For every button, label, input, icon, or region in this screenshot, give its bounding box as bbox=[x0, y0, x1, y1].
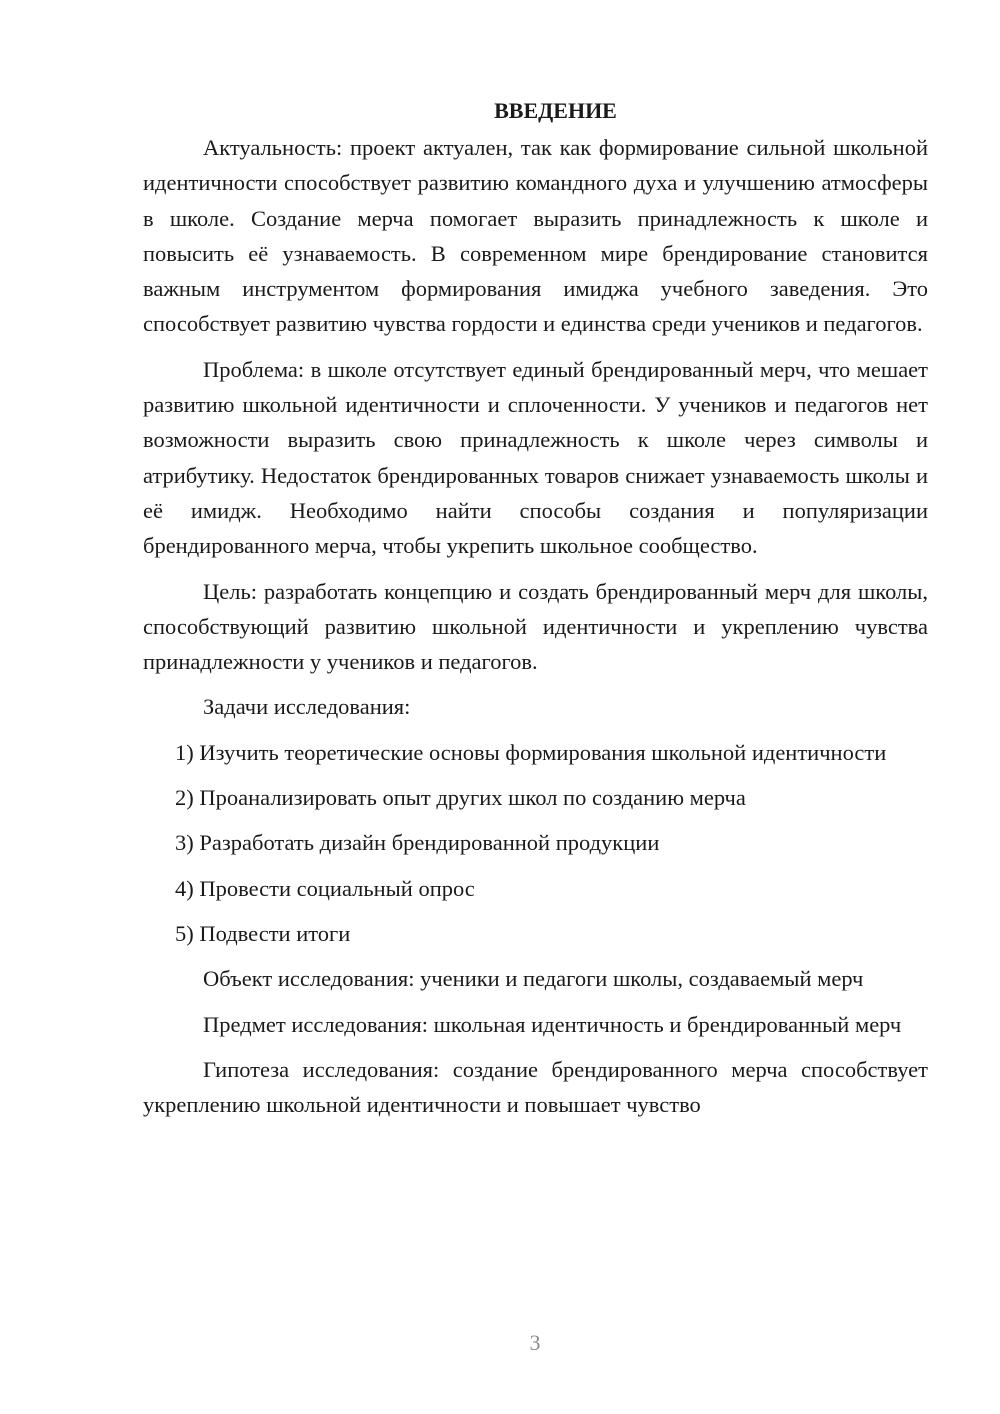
task-item: 3) Разработать дизайн брендированной продукции bbox=[175, 830, 660, 856]
section-heading: ВВЕДЕНИЕ bbox=[494, 98, 617, 123]
tasks-title: Задачи исследования: bbox=[203, 694, 411, 720]
task-item: 1) Изучить теоретические основы формирования школьной идентичности bbox=[175, 739, 887, 765]
page-content bbox=[143, 92, 928, 1132]
relevance-paragraph: Актуальность: проект актуален, так как формирование сильной школьной идентичности способствует развитию командного духа и улучшению атмосферы в школе. Создание мерча помогает выразить принадлежность к школе и повысить её узнаваемость. В современном мире брендирование становится важным инструментом формирования имиджа учебного заведения. Это способствует развитию чувства гордости и единства среди учеников и педагогов. bbox=[143, 135, 928, 337]
page-number: 3 bbox=[529, 1330, 541, 1355]
task-item: 2) Проанализировать опыт других школ по созданию мерча bbox=[175, 785, 746, 811]
task-item: 4) Провести социальный опрос bbox=[175, 875, 475, 901]
hypothesis-paragraph: Гипотеза исследования: создание брендированного мерча способствует укреплению школьной идентичности и повышает чувство bbox=[143, 1056, 928, 1118]
problem-paragraph: Проблема: в школе отсутствует единый брендированный мерч, что мешает развитию школьной идентичности и сплоченности. У учеников и педагогов нет возможности выразить свою принадлежность к школе через символы и атрибутику. Недостаток брендированных товаров снижает узнаваемость школы и её имидж. Необходимо найти способы создания и популяризации брендированного мерча, чтобы укрепить школьное сообщество. bbox=[143, 356, 928, 559]
object-paragraph: Объект исследования: ученики и педагоги школы, создаваемый мерч bbox=[203, 966, 864, 992]
subject-paragraph: Предмет исследования: школьная идентичность и брендированный мерч bbox=[203, 1011, 902, 1037]
task-item: 5) Подвести итоги bbox=[175, 920, 351, 946]
goal-paragraph: Цель: разработать концепцию и создать брендированный мерч для школы, способствующий развитию школьной идентичности и укреплению чувства принадлежности у учеников и педагогов. bbox=[143, 578, 928, 675]
